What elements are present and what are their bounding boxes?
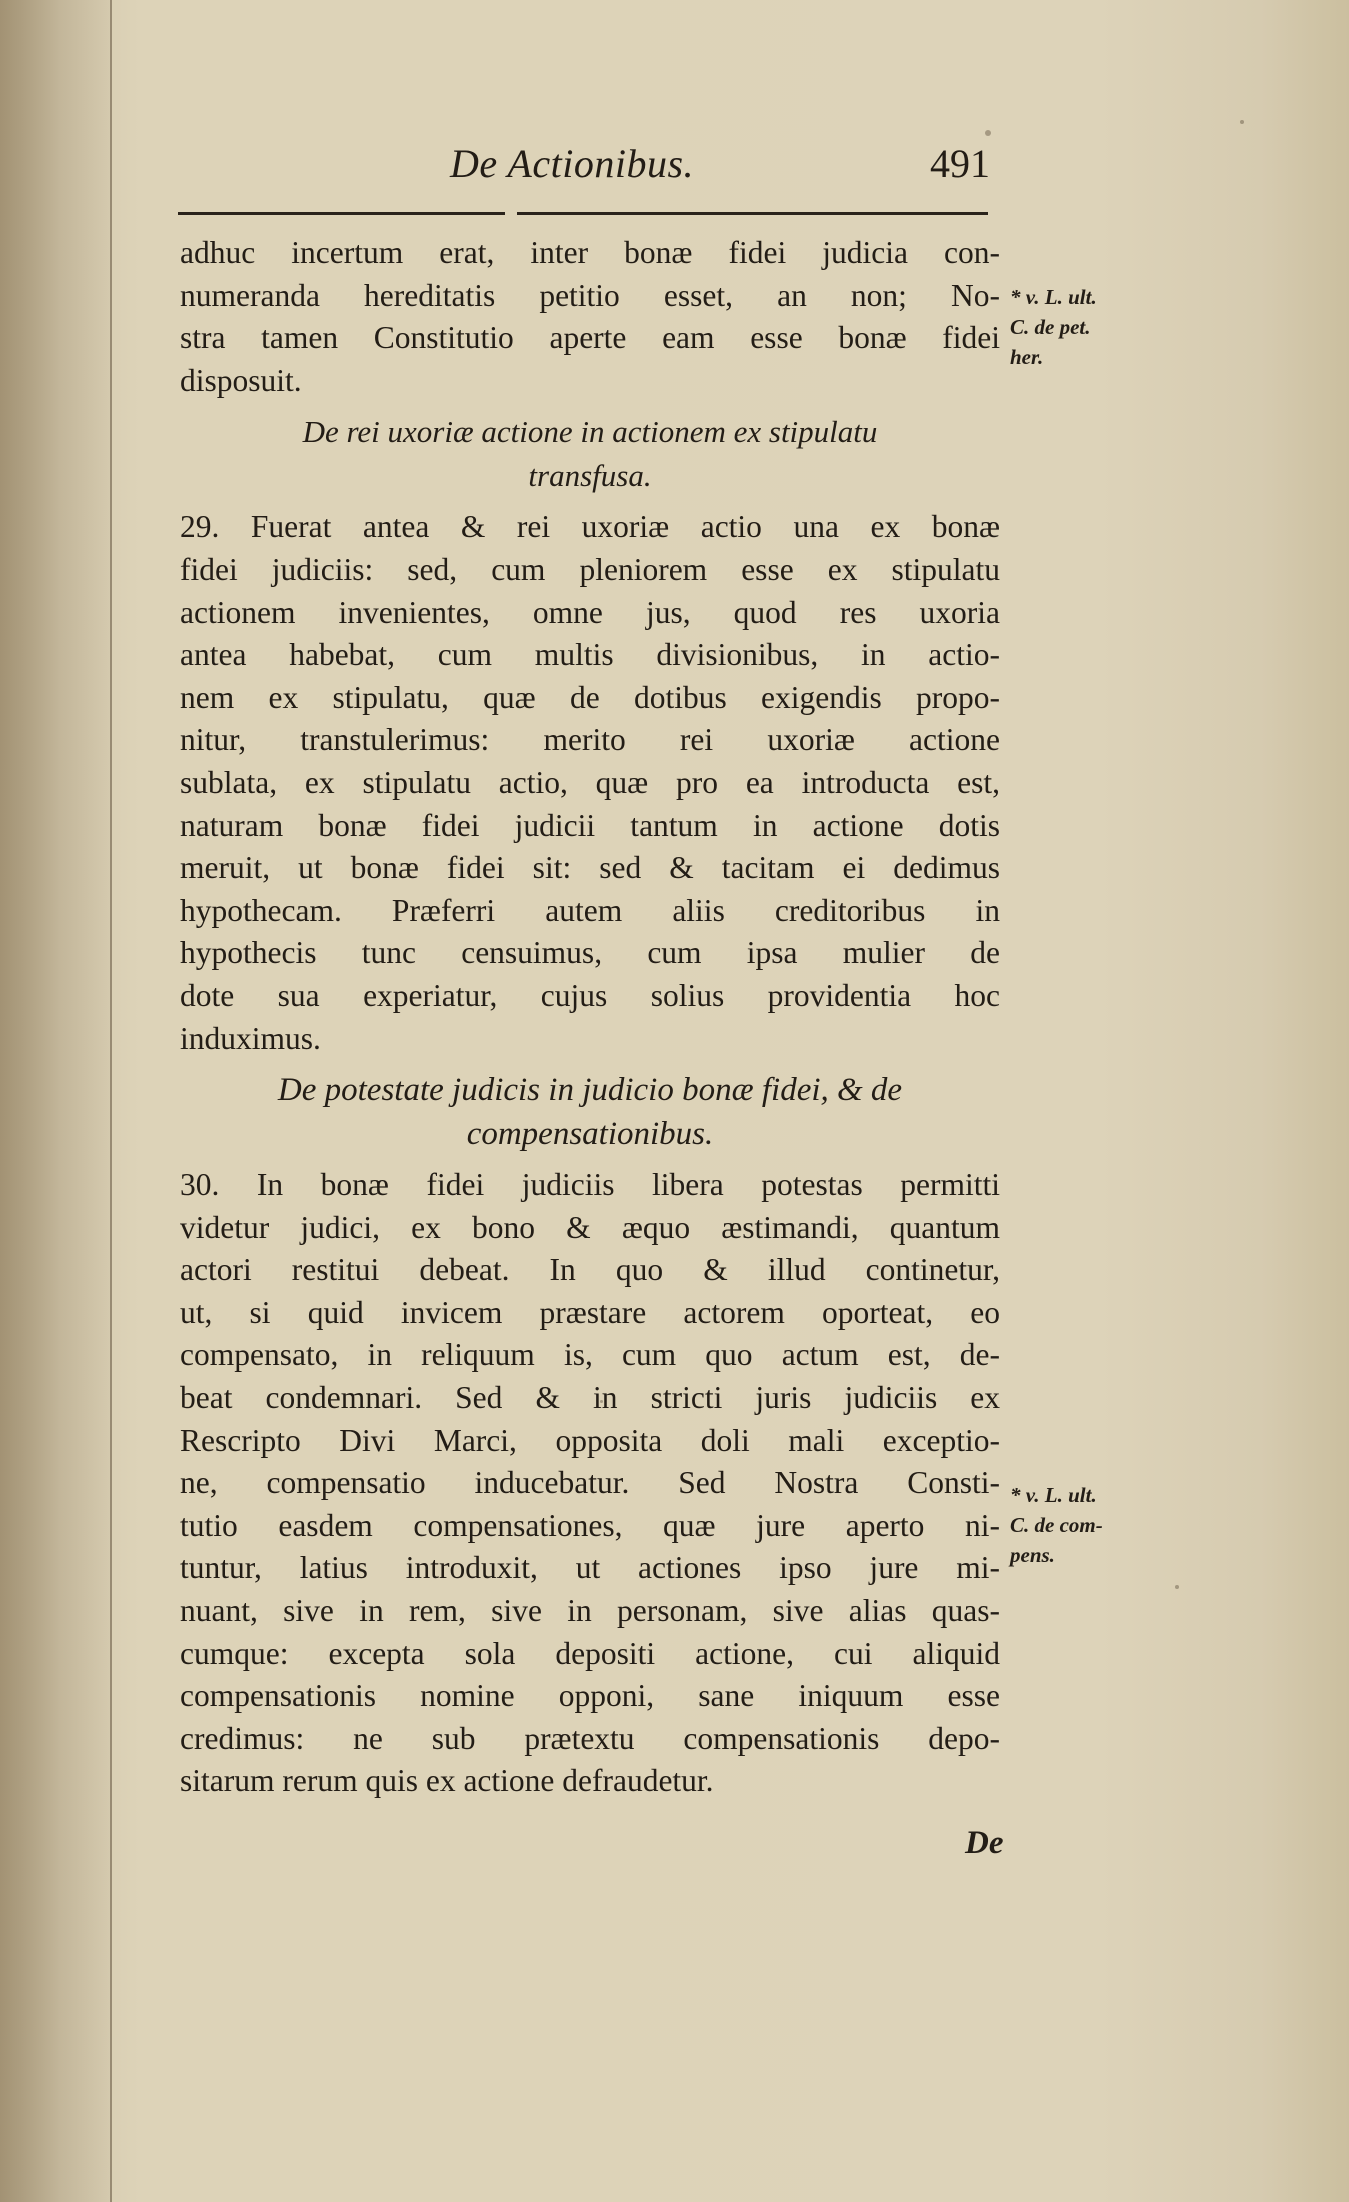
margin-note-line: * v. L. ult. (1010, 1483, 1097, 1507)
text-line: credimus: ne sub prætextu compensationis depo- (180, 1720, 1000, 1756)
main-text (180, 232, 1000, 1803)
text-line: adhuc incertum erat, inter bonæ fidei judicia con- (180, 235, 1000, 270)
catchword: De (965, 1825, 1004, 1861)
margin-note-line: pens. (1010, 1543, 1055, 1567)
text-line: tutio easdem compensationes, quæ jure aperto ni- (180, 1507, 1000, 1543)
heading-line: compensationibus. (466, 1116, 714, 1153)
text-line: disposuit. (180, 362, 302, 398)
header-rule-break (505, 208, 517, 218)
text-line: beat condemnari. Sed & in stricti juris judiciis ex (180, 1380, 1000, 1416)
text-line: antea habebat, cum multis divisionibus, in actio- (180, 637, 1000, 673)
text-line: 30. In bonæ fidei judiciis libera potestas permitti (180, 1167, 1000, 1203)
text-line: actori restitui debeat. In quo & illud continetur, (180, 1252, 1000, 1288)
text-line: numeranda hereditatis petitio esset, an non; No- (180, 277, 1000, 313)
paragraph-intro (180, 232, 1000, 402)
header-rule (178, 212, 988, 215)
paper-speck (985, 130, 991, 136)
margin-note-line: her. (1010, 345, 1044, 369)
text-line: hypothecis tunc censuimus, cum ipsa mulier de (180, 935, 1000, 971)
text-line: induximus. (180, 1020, 321, 1056)
text-line: tuntur, latius introduxit, ut actiones ipso jure mi- (180, 1550, 1000, 1586)
running-title: De Actionibus. (450, 141, 695, 186)
heading-line: transfusa. (528, 458, 652, 494)
text-line: sitarum rerum quis ex actione defraudetur. (180, 1763, 714, 1799)
text-line: 29. Fuerat antea & rei uxoriæ actio una ex bonæ (180, 509, 1000, 545)
margin-note-line: C. de pet. (1010, 315, 1091, 339)
text-line: hypothecam. Præferri autem aliis creditoribus in (180, 892, 1000, 928)
binding-shadow (0, 0, 110, 2202)
margin-note-line: C. de com- (1010, 1513, 1103, 1537)
paper-speck (1240, 120, 1244, 124)
page-number: 491 (930, 141, 990, 186)
text-line: Rescripto Divi Marci, opposita doli mali exceptio- (180, 1422, 1000, 1458)
section-heading-potestate-judicis (180, 1068, 1000, 1156)
text-line: meruit, ut bonæ fidei sit: sed & tacitam ei dedimus (180, 850, 1000, 886)
text-line: compensationis nomine opponi, sane iniquum esse (180, 1678, 1000, 1714)
paragraph-30 (180, 1164, 1000, 1803)
paragraph-29 (180, 506, 1000, 1060)
text-line: naturam bonæ fidei judicii tantum in actione dotis (180, 807, 1000, 843)
text-line: ne, compensatio inducebatur. Sed Nostra Consti- (180, 1465, 1000, 1501)
margin-note-line: * v. L. ult. (1010, 285, 1097, 309)
margin-note-hereditatis (1010, 282, 1097, 372)
margin-note-compensatio (1010, 1480, 1103, 1570)
heading-line: De potestate judicis in judicio bonæ fidei, & de (277, 1072, 903, 1109)
text-line: sublata, ex stipulatu actio, quæ pro ea introducta est, (180, 764, 1000, 800)
binding-gutter (110, 0, 112, 2202)
text-line: compensato, in reliquum is, cum quo actum est, de- (180, 1337, 1000, 1373)
heading-line: De rei uxoriæ actione in actionem ex stipulatu (302, 414, 878, 450)
text-line: nitur, transtulerimus: merito rei uxoriæ actione (180, 722, 1000, 758)
text-line: dote sua experiatur, cujus solius providentia hoc (180, 977, 1000, 1013)
paper-speck (600, 1400, 603, 1403)
text-line: nuant, sive in rem, sive in personam, sive alias quas- (180, 1593, 1000, 1629)
paper-speck (1175, 1585, 1179, 1589)
text-line: fidei judiciis: sed, cum pleniorem esse ex stipulatu (180, 551, 1000, 587)
text-line: videtur judici, ex bono & æquo æstimandi, quantum (180, 1209, 1000, 1245)
text-line: nem ex stipulatu, quæ de dotibus exigendis propo- (180, 679, 1000, 715)
section-heading-rei-uxoriae (180, 410, 1000, 498)
text-line: cumque: excepta sola depositi actione, cui aliquid (180, 1635, 1000, 1671)
text-line: ut, si quid invicem præstare actorem oporteat, eo (180, 1294, 1000, 1330)
running-header (180, 140, 1000, 200)
text-line: actionem invenientes, omne jus, quod res uxoria (180, 594, 1000, 630)
text-line: stra tamen Constitutio aperte eam esse bonæ fidei (180, 320, 1000, 356)
